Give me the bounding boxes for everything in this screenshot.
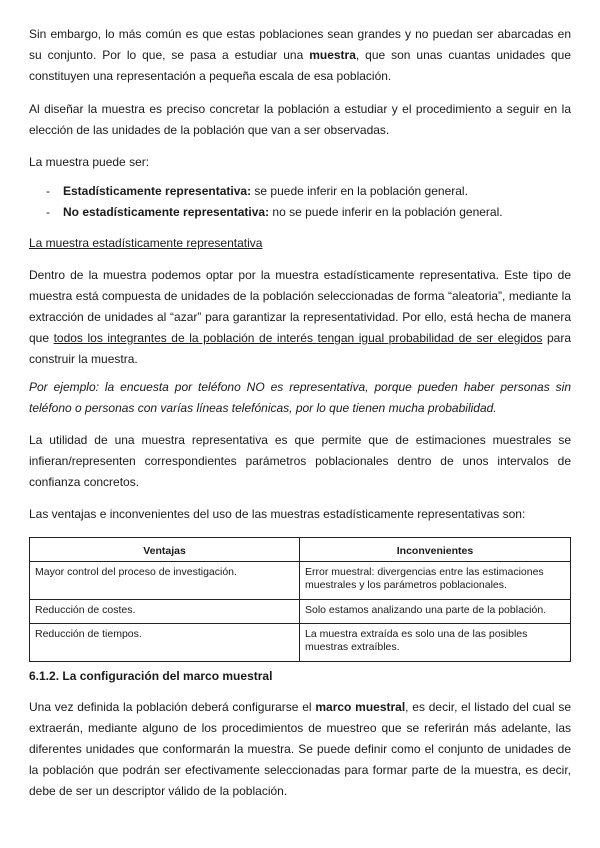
list-dash: - (46, 184, 50, 198)
muestra-types-list (29, 181, 571, 223)
text-run: , es decir, el listado del cual se extraerán, mediante alguno de los procedimientos de muestreo que se referirán más adelante, las diferentes unidades que conformarán la muestra. Se puede definir como el conjunto de unidades de la población que podrán ser efectivamente seleccionadas para formar parte de la muestra, es decir, debe de ser un descriptor válido de la población. (29, 700, 571, 798)
table-row (30, 562, 571, 600)
list-term: No estadísticamente representativa: (63, 205, 270, 219)
list-item (29, 202, 571, 223)
table-cell: Mayor control del proceso de investigación. (30, 562, 300, 600)
section-heading-muestra-representativa: La muestra estadísticamente representativa (29, 236, 263, 250)
text-run: Sin embargo, lo más común es que estas poblaciones sean grandes y no puedan ser abarcadas en su conjunto. Por lo que, se pasa a estudiar una (29, 27, 571, 62)
list-dash: - (46, 205, 50, 219)
list-text: se puede inferir en la población general. (251, 184, 468, 198)
text-run: , que son unas cuantas unidades que constituyen una representación a pequeña escala de esa población. (29, 48, 571, 83)
list-text: no se puede inferir en la población general. (269, 205, 503, 219)
ventajas-inconvenientes-table (29, 537, 571, 662)
table-header-ventajas: Ventajas (30, 538, 300, 562)
table-cell: Reducción de costes. (30, 600, 300, 624)
paragraph-muestra-intro (29, 24, 571, 87)
paragraph-marco-muestral (29, 697, 571, 802)
table-cell: Reducción de tiempos. (30, 624, 300, 662)
paragraph-utilidad: La utilidad de una muestra representativa es que permite que de estimaciones muestrales se infieran/representen correspondientes parámetros poblacionales dentro de unos intervalos de confianza concretos. (29, 433, 571, 489)
bold-term-muestra: muestra (309, 48, 356, 62)
table-cell: Solo estamos analizando una parte de la población. (300, 600, 571, 624)
text-run: para construir la muestra. (29, 331, 571, 366)
section-heading-marco-muestral: 6.1.2. La configuración del marco muestral (29, 669, 273, 683)
table-header-row (30, 538, 571, 562)
table-cell: La muestra extraída es solo una de las posibles muestras extraíbles. (300, 624, 571, 662)
paragraph-diseno-muestra: Al diseñar la muestra es preciso concretar la población a estudiar y el procedimiento a seguir en la elección de las unidades de la población que van a ser observadas. (29, 102, 571, 137)
text-run: Una vez definida la población deberá configurarse el (29, 700, 316, 714)
table-cell: Error muestral: divergencias entre las estimaciones muestrales y los parámetros poblacionales. (300, 562, 571, 600)
paragraph-example-italic: Por ejemplo: la encuesta por teléfono NO es representativa, porque pueden haber personas sin teléfono o personas con varías líneas telefónicas, por lo que tienen mucha probabilidad. (29, 380, 571, 415)
paragraph-muestra-representativa (29, 265, 571, 370)
table-row (30, 624, 571, 662)
underlined-text: todos los integrantes de la población de interés tengan igual probabilidad de ser elegidos (53, 331, 543, 345)
table-header-inconvenientes: Inconvenientes (300, 538, 571, 562)
bold-term-marco-muestral: marco muestral (315, 700, 406, 714)
paragraph-muestra-puede-ser: La muestra puede ser: (29, 155, 150, 169)
list-term: Estadísticamente representativa: (63, 184, 252, 198)
text-run: Dentro de la muestra podemos optar por la muestra estadísticamente representativa. Este tipo de muestra está compuesta de unidades de la población seleccionadas de forma “aleatoria”, mediante la extracción de unidades al “azar” para garantizar la representatividad. Por ello, está hecha de manera que (29, 268, 571, 345)
table-row (30, 600, 571, 624)
paragraph-ventajas-intro: Las ventajas e inconvenientes del uso de las muestras estadísticamente representativas son: (29, 507, 526, 521)
list-item (29, 181, 571, 202)
